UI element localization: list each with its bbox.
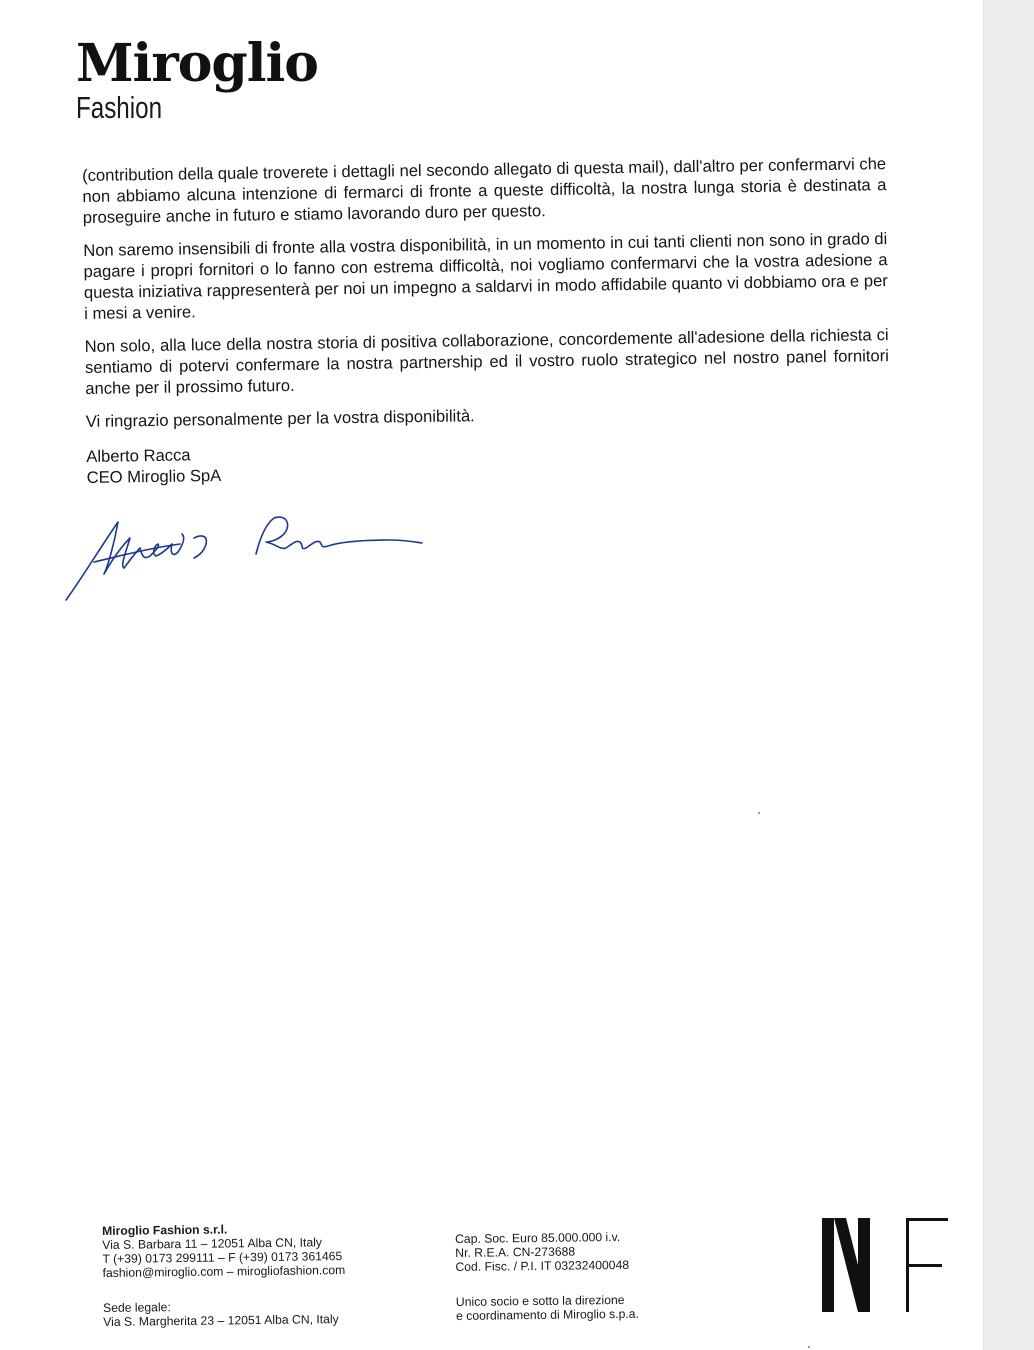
footer-fiscal-code: Cod. Fisc. / P.I. IT 03232400048 — [455, 1257, 630, 1274]
handwritten-signature — [60, 508, 430, 608]
paragraph-3: Non solo, alla luce della nostra storia di positiva collaborazione, concordemente all'adesione della richiesta ci sentiamo di potervi confermare la nostra partnership ed il vostro ruolo strategico nel nostro panel fornitori anche per il prossimo futuro. — [84, 325, 890, 398]
footer-address: Via S. Barbara 11 – 12051 Alba CN, Italy — [102, 1235, 323, 1252]
footer-legal-address: Via S. Margherita 23 – 12051 Alba CN, Italy — [103, 1312, 339, 1329]
scan-speck — [808, 1346, 810, 1348]
brand-name: Miroglio — [76, 33, 318, 94]
footer-company-name: Miroglio Fashion s.r.l. — [102, 1222, 228, 1238]
paragraph-4: Vi ringrazio personalmente per la vostra disponibilità. — [85, 406, 475, 431]
letter-body — [82, 153, 891, 488]
footer-direction-2: e coordinamento di Miroglio s.p.a. — [455, 1306, 640, 1323]
footer-phone: T (+39) 0173 299111 – F (+39) 0173 361465 — [102, 1249, 343, 1266]
footer-rea: Nr. R.E.A. CN-273688 — [455, 1244, 576, 1260]
scan-speck — [758, 812, 760, 814]
footer-capital: Cap. Soc. Euro 85.000.000 i.v. — [455, 1229, 621, 1246]
footer-web: fashion@miroglio.com – mirogliofashion.com — [102, 1263, 346, 1280]
paragraph-2: Non saremo insensibili di fronte alla vostra disponibilità, in un momento in cui tanti clienti non sono in grado di pagare i propri fornitori o lo fanno con estrema difficoltà, noi vogliamo confermarvi che la vostra adesione a questa iniziativa rappresenterà per noi un impegno a saldarvi in modo affidabile quanto vi dobbiamo ora e per i mesi a venire. — [83, 229, 888, 323]
footer-registration-info — [455, 1230, 639, 1323]
miroglio-fashion-logo — [76, 34, 318, 124]
mf-monogram-logo — [818, 1212, 950, 1316]
brand-subtitle: Fashion — [76, 90, 163, 125]
paragraph-1: (contribution della quale troverete i dettagli nel secondo allegato di questa mail), dall'altro per confermarvi che non abbiamo alcuna intenzione di fermarci di fronte a queste difficoltà, la nostra lunga storia è destinata a proseguire anche in futuro e stiamo lavorando duro per questo. — [82, 154, 887, 227]
signer-title: CEO Miroglio SpA — [86, 465, 222, 487]
viewer-side-strip — [983, 0, 1034, 1350]
signer-name: Alberto Racca — [86, 445, 191, 466]
footer-direction-1: Unico socio e sotto la direzione — [455, 1292, 625, 1309]
footer-legal-label: Sede legale: — [102, 1300, 171, 1315]
footer-company-info — [102, 1221, 346, 1329]
